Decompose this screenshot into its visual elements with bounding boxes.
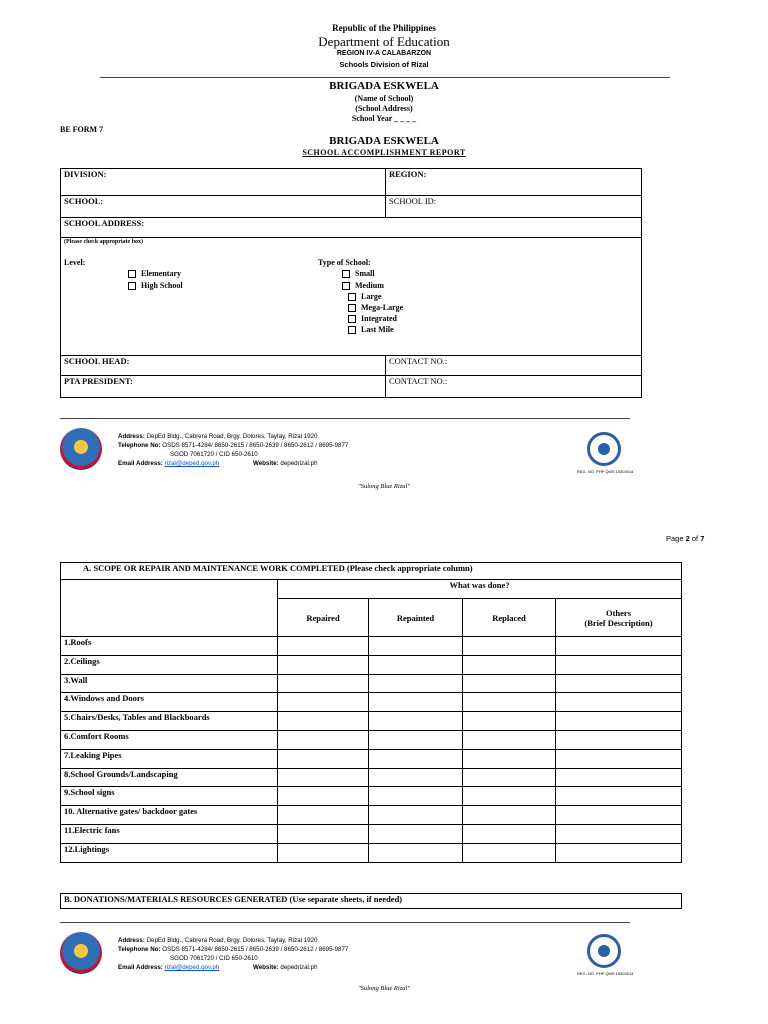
repainted-cell[interactable] [369, 674, 463, 693]
repaired-cell[interactable] [278, 730, 369, 749]
section-a-title: A. SCOPE OR REPAIR AND MAINTENANCE WORK COMPLETED (Please check appropriate column) [61, 563, 682, 580]
replaced-cell[interactable] [463, 749, 556, 768]
repair-item-label: 2.Ceilings [61, 655, 278, 674]
others-cell[interactable] [556, 637, 682, 656]
table-row [61, 693, 682, 712]
pta-president-field[interactable]: PTA PRESIDENT: [61, 376, 386, 398]
school-id-field[interactable]: SCHOOL ID: [386, 196, 642, 218]
table-row [61, 824, 682, 843]
header-divider [100, 77, 670, 78]
level-option[interactable]: Elementary [128, 269, 181, 278]
replaced-cell[interactable] [463, 712, 556, 731]
type-option[interactable]: Last Mile [348, 325, 394, 334]
checkbox[interactable] [348, 293, 356, 301]
checkbox[interactable] [128, 282, 136, 290]
school-year-placeholder: School Year _ _ _ _ [351, 114, 417, 123]
others-cell[interactable] [556, 749, 682, 768]
page-number: Page 2 of 7 [666, 534, 705, 543]
repair-item-label: 5.Chairs/Desks, Tables and Blackboards [61, 712, 278, 731]
footer-contact: Address: DepEd Bldg., Cabrera Road, Brgy. Dolores, Taytay, Rizal 1920 Telephone No: OSDS 8571-4284/ 8650-2615 / 8650-2639 / 8650-2612 / 8695-9877 SGOD 7061720 / CID 650-2610 Email Address: rizal@deped.gov.ph Website: depedrizal.ph [118, 433, 349, 467]
repaired-cell[interactable] [278, 655, 369, 674]
repair-item-label: 1.Roofs [61, 637, 278, 656]
repair-item-label: 4.Windows and Doors [61, 693, 278, 712]
table-row [61, 712, 682, 731]
replaced-cell[interactable] [463, 730, 556, 749]
republic-header: Republic of the Philippines [332, 23, 436, 33]
footer-divider [60, 418, 630, 419]
table-row [61, 768, 682, 787]
repaired-cell[interactable] [278, 768, 369, 787]
repainted-cell[interactable] [369, 637, 463, 656]
repaired-cell[interactable] [278, 787, 369, 806]
checkbox[interactable] [128, 270, 136, 278]
repaired-cell[interactable] [278, 749, 369, 768]
section-b-title: B. DONATIONS/MATERIALS RESOURCES GENERATED (Use separate sheets, if needed) [61, 894, 682, 909]
footer-contact: Address: DepEd Bldg., Cabrera Road, Brgy. Dolores, Taytay, Rizal 1920 Telephone No: OSDS 8571-4284/ 8650-2615 / 8650-2639 / 8650-2612 / 8695-9877 SGOD 7061720 / CID 650-2610 Email Address: rizal@deped.gov.ph Website: depedrizal.ph [118, 937, 349, 971]
program-title: BRIGADA ESKWELA [329, 80, 439, 92]
others-cell[interactable] [556, 712, 682, 731]
iso-reg-number: REG. NO. PHP QMS 15303014 [577, 469, 634, 474]
iso-certification-icon [587, 432, 621, 466]
table-row [61, 843, 682, 862]
replaced-cell[interactable] [463, 655, 556, 674]
form-code: BE FORM 7 [60, 125, 104, 134]
others-cell[interactable] [556, 730, 682, 749]
replaced-cell[interactable] [463, 824, 556, 843]
level-label: Level: [64, 258, 86, 267]
school-address-placeholder: (School Address) [355, 104, 413, 113]
checkbox[interactable] [348, 326, 356, 334]
type-option[interactable]: Mega-Large [348, 303, 403, 312]
school-address-field[interactable]: SCHOOL ADDRESS: [61, 218, 642, 238]
region-field[interactable]: REGION: [386, 169, 642, 196]
school-field[interactable]: SCHOOL: [61, 196, 386, 218]
repair-item-label: 9.School signs [61, 787, 278, 806]
school-head-field[interactable]: SCHOOL HEAD: [61, 356, 386, 376]
repaired-cell[interactable] [278, 843, 369, 862]
repainted-cell[interactable] [369, 749, 463, 768]
contact-field[interactable]: CONTACT NO.: [386, 376, 642, 398]
repair-item-label: 6.Comfort Rooms [61, 730, 278, 749]
table-row [61, 730, 682, 749]
replaced-header: Replaced [463, 599, 556, 637]
repaired-cell[interactable] [278, 693, 369, 712]
deped-rizal-logo [60, 932, 102, 974]
deped-rizal-logo [60, 428, 102, 470]
email-link[interactable]: rizal@deped.gov.ph [164, 964, 220, 971]
table-row [61, 787, 682, 806]
repaired-cell[interactable] [278, 712, 369, 731]
contact-field[interactable]: CONTACT NO.: [386, 356, 642, 376]
type-label: Type of School: [318, 258, 371, 267]
checkbox[interactable] [342, 282, 350, 290]
motto: "Sulong Bluе Rizal" [357, 483, 411, 490]
repair-item-label: 11.Electric fans [61, 824, 278, 843]
report-subtitle: SCHOOL ACCOMPLISHMENT REPORT [302, 148, 466, 157]
what-done-header: What was done? [278, 580, 682, 599]
table-row [61, 637, 682, 656]
repainted-cell[interactable] [369, 843, 463, 862]
repainted-cell[interactable] [369, 712, 463, 731]
others-cell[interactable] [556, 693, 682, 712]
replaced-cell[interactable] [463, 637, 556, 656]
department-title: Department of Education [318, 34, 450, 49]
repainted-cell[interactable] [369, 768, 463, 787]
website-link[interactable]: depedrizal.ph [280, 460, 318, 467]
replaced-cell[interactable] [463, 806, 556, 825]
type-option[interactable]: Medium [342, 281, 384, 290]
repaired-header: Repaired [278, 599, 369, 637]
others-cell[interactable] [556, 768, 682, 787]
others-header: Others (Brief Description) [556, 599, 682, 637]
repaired-cell[interactable] [278, 674, 369, 693]
repainted-cell[interactable] [369, 693, 463, 712]
report-title: BRIGADA ESKWELA [329, 135, 439, 147]
level-option[interactable]: High School [128, 281, 183, 290]
repainted-cell[interactable] [369, 787, 463, 806]
repainted-header: Repainted [369, 599, 463, 637]
type-option[interactable]: Large [348, 292, 381, 301]
repaired-cell[interactable] [278, 824, 369, 843]
replaced-cell[interactable] [463, 768, 556, 787]
replaced-cell[interactable] [463, 787, 556, 806]
replaced-cell[interactable] [463, 693, 556, 712]
repair-item-label: 10. Alternative gates/ backdoor gates [61, 806, 278, 825]
division-label: Schools Division of Rizal [339, 60, 429, 69]
level-type-cell [61, 238, 642, 356]
checkbox[interactable] [348, 304, 356, 312]
table-row [61, 749, 682, 768]
repainted-cell[interactable] [369, 655, 463, 674]
repainted-cell[interactable] [369, 824, 463, 843]
others-cell[interactable] [556, 806, 682, 825]
checkbox[interactable] [348, 315, 356, 323]
email-link[interactable]: rizal@deped.gov.ph [164, 460, 220, 467]
item-column-header [61, 580, 278, 637]
repaired-cell[interactable] [278, 637, 369, 656]
school-name-placeholder: (Name of School) [354, 94, 414, 103]
repair-item-label: 7.Leaking Pipes [61, 749, 278, 768]
website-link[interactable]: depedrizal.ph [280, 964, 318, 971]
others-cell[interactable] [556, 674, 682, 693]
others-cell[interactable] [556, 843, 682, 862]
iso-certification-icon [587, 934, 621, 968]
division-field[interactable]: DIVISION: [61, 169, 386, 196]
replaced-cell[interactable] [463, 843, 556, 862]
table-row [61, 806, 682, 825]
donations-table [60, 893, 682, 909]
others-cell[interactable] [556, 824, 682, 843]
iso-reg-number: REG. NO. PHP QMS 15303014 [577, 971, 634, 976]
check-note: (Please check appropriate box) [64, 239, 144, 245]
others-cell[interactable] [556, 787, 682, 806]
repaired-cell[interactable] [278, 806, 369, 825]
school-info-table [60, 168, 642, 398]
footer-divider [60, 922, 630, 923]
repainted-cell[interactable] [369, 806, 463, 825]
table-row [61, 655, 682, 674]
checkbox[interactable] [342, 270, 350, 278]
replaced-cell[interactable] [463, 674, 556, 693]
repair-work-table [60, 562, 682, 863]
others-cell[interactable] [556, 655, 682, 674]
type-option[interactable]: Small [342, 269, 375, 278]
type-option[interactable]: Integrated [348, 314, 397, 323]
region-label: REGION IV-A CALABARZON [336, 50, 432, 57]
repair-item-label: 3.Wall [61, 674, 278, 693]
repair-item-label: 12.Lightings [61, 843, 278, 862]
motto: "Sulong Bluе Rizal" [357, 985, 411, 992]
repair-item-label: 8.School Grounds/Landscaping [61, 768, 278, 787]
table-row [61, 674, 682, 693]
repainted-cell[interactable] [369, 730, 463, 749]
